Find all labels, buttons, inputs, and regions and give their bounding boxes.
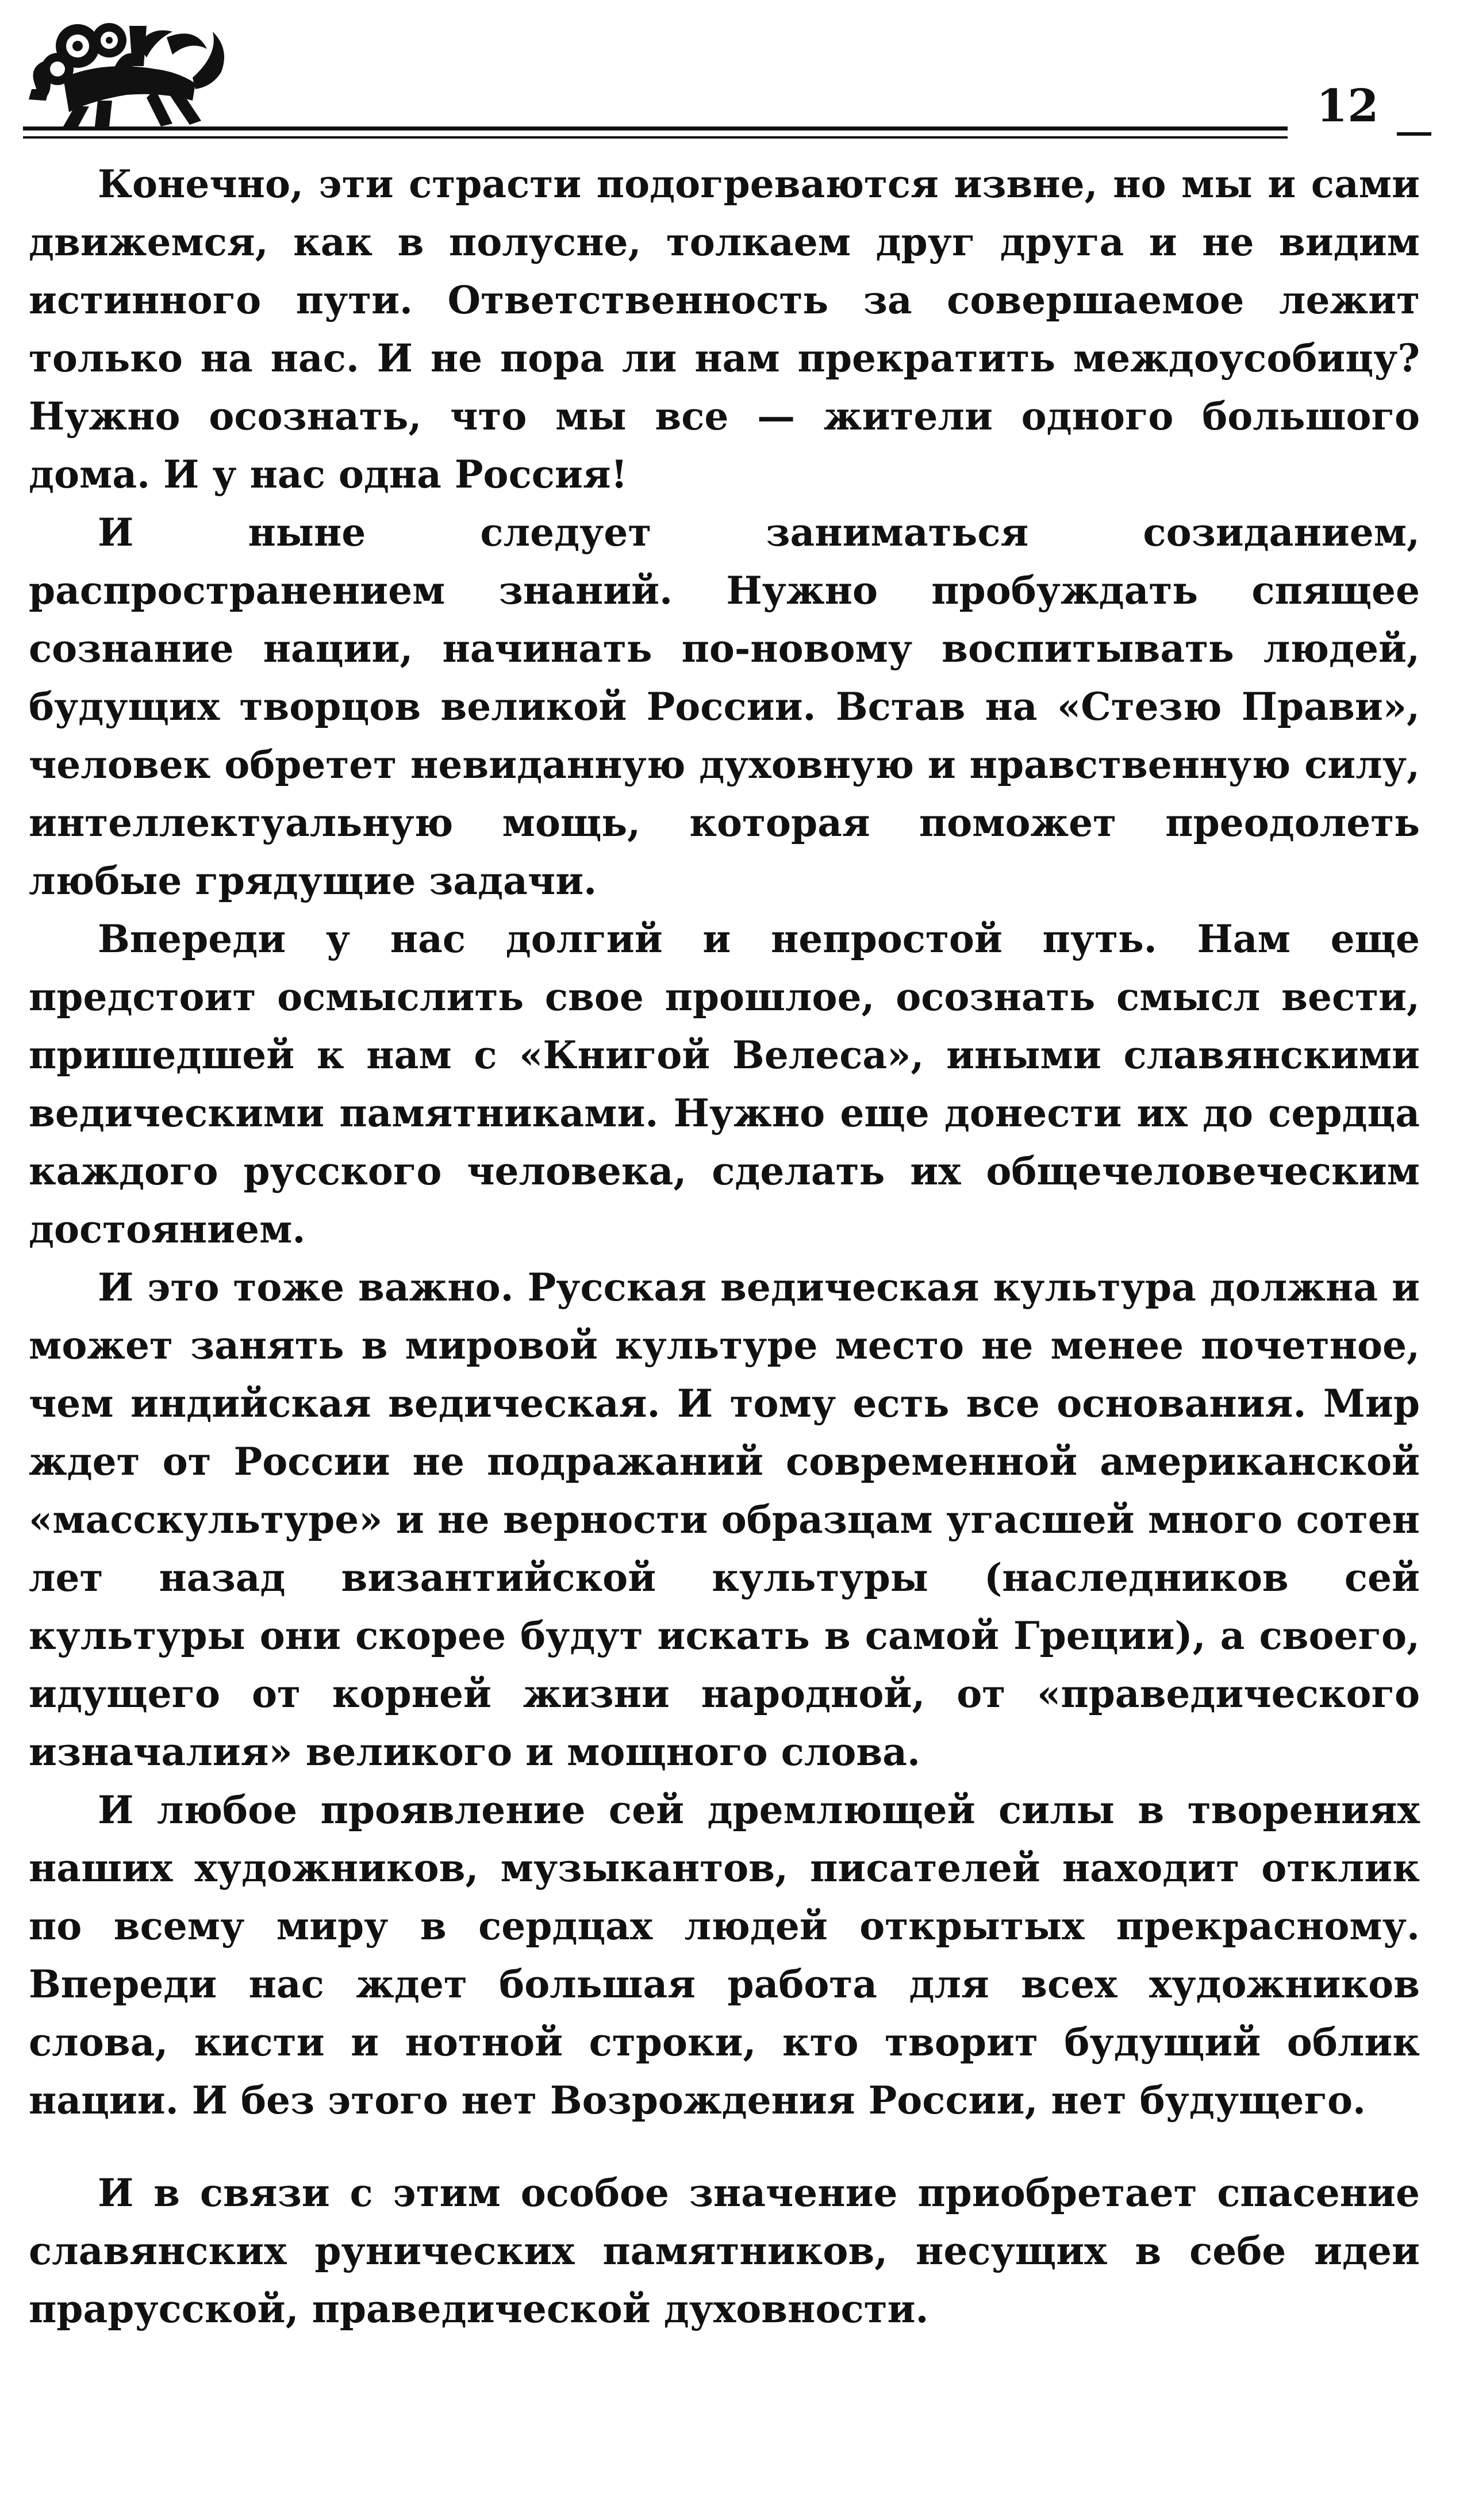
header-rule: [23, 126, 1288, 131]
header-rule-right: [1397, 132, 1431, 136]
paragraph-1: Конечно, эти страсти подогреваются извне, но мы и сами движемся, как в полусне, толкаем друг друга и не видим истинного пути. Ответственность за совершаемое лежит только на нас. И не пора ли нам прекратить междоусобицу? Нужно осознать, что мы все — жители одного большого дома. И у нас одна Россия!: [29, 162, 1420, 497]
header-rule-thin: [23, 136, 1288, 139]
page-header: [23, 14, 1414, 147]
paragraph-5: И любое проявление сей дремлющей силы в творениях наших художников, музыкантов, писателей находит отклик по всему миру в сердцах людей открытых прекрасному. Впереди нас ждет большая работа для всех художников слова, кисти и нотной строки, кто творит будущий облик нации. И без этого нет Возрождения России, нет будущего.: [29, 1788, 1420, 2123]
paragraph-6: И в связи с этим особое значение приобретает спасение славянских рунических памятников, несущих в себе идеи прарусской, праведической духовности.: [29, 2170, 1420, 2331]
paragraph-3: Впереди у нас долгий и непростой путь. Нам еще предстоит осмыслить свое прошлое, осознать смысл вести, пришедшей к нам с «Книгой Велеса», иными славянскими ведическими памятниками. Нужно еще донести их до сердца каждого русского человека, сделать их общечеловеческим достоянием.: [29, 916, 1420, 1252]
paragraph-2: И ныне следует заниматься созиданием, распространением знаний. Нужно пробуждать спящее сознание нации, начинать по-новому воспитывать людей, будущих творцов великой России. Встав на «Стезю Прави», человек обретет невиданную духовную и нравственную силу, интеллектуальную мощь, которая поможет преодолеть любые грядущие задачи.: [29, 510, 1420, 903]
page-number: 12: [1316, 80, 1379, 132]
body-text: [29, 155, 1420, 2338]
paragraph-4: И это тоже важно. Русская ведическая культура должна и может занять в мировой культуре место не менее почетное, чем индийская ведическая. И тому есть все основания. Мир ждет от России не подражаний современной американской «масскультуре» и не верности образцам угасшей много сотен лет назад византийской культуры (наследников сей культуры они скорее будут искать в самой Греции), а своего, идущего от корней жизни народной, от «праведического изначалия» великого и мощного слова.: [29, 1265, 1420, 1774]
